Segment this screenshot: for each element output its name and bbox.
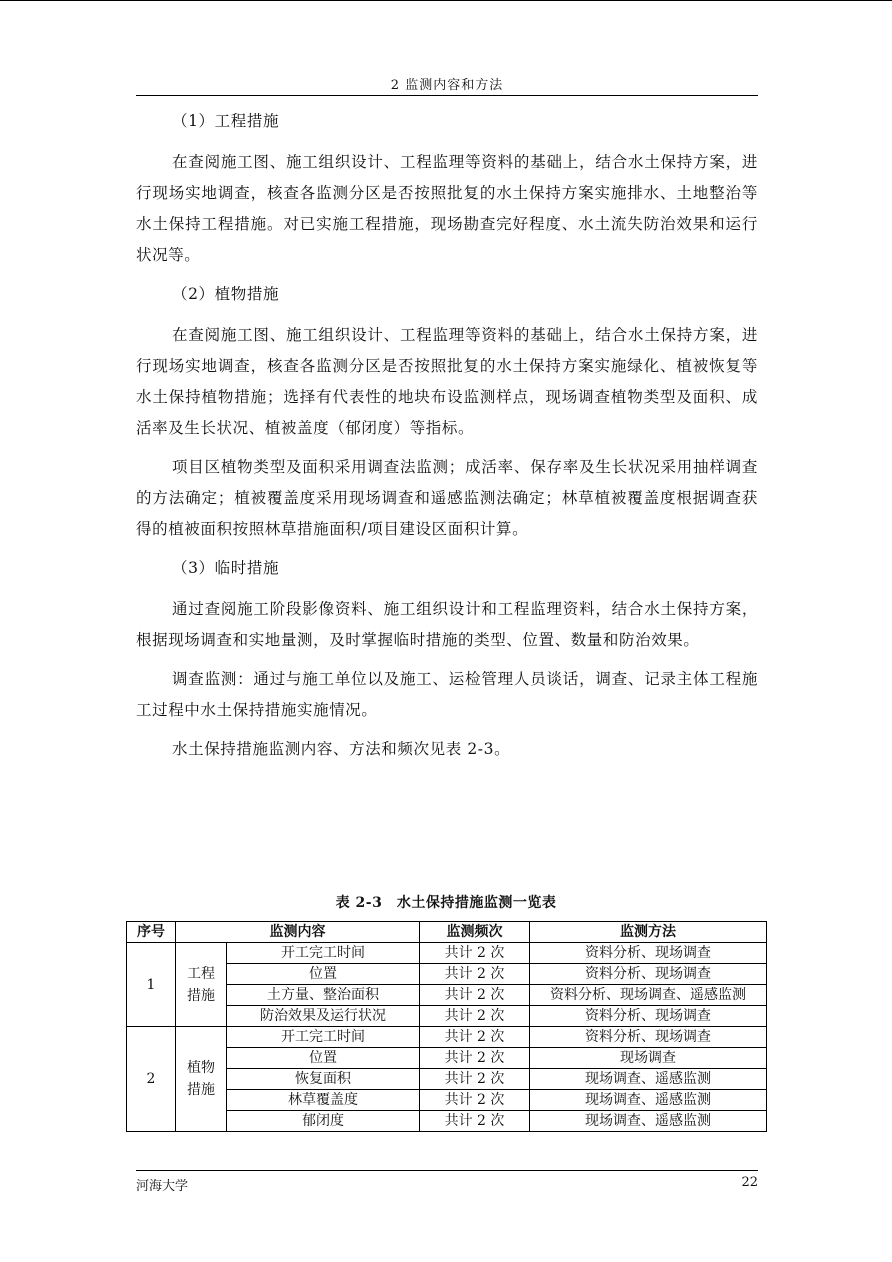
page-number: 22 [741,1175,758,1190]
monitoring-table [126,921,767,1132]
table-caption: 表 2-3 水土保持措施监测一览表 [335,895,557,911]
cell-method: 现场调查、遥感监测 [530,1069,767,1090]
table-row [127,1027,767,1048]
paragraph: 水土保持措施监测内容、方法和频次见表 2-3。 [172,740,511,758]
table-header-row [127,922,767,943]
cell-method: 现场调查 [530,1048,767,1069]
running-header: 2 监测内容和方法 [390,78,504,93]
paragraph: 在查阅施工图、施工组织设计、工程监理等资料的基础上，结合水土保持方案，进行现场实地调查，核查各监测分区是否按照批复的水土保持方案实施排水、土地整治等水土保持工程措施。对已实施工程措施，现场勘查完好程度、水土流失防治效果和运行状况等。 [136,153,758,264]
cell-freq: 共计 2 次 [420,1111,530,1132]
cell-item: 开工完工时间 [227,1027,420,1048]
cell-no: 2 [127,1027,176,1132]
paragraph: 项目区植物类型及面积采用调查法监测；成活率、保存率及生长状况采用抽样调查的方法确定；植被覆盖度采用现场调查和遥感监测法确定；林草植被覆盖度根据调查获得的植被面积按照林草措施面积/项目建设区面积计算。 [136,458,758,538]
section-heading: （2）植物措施 [172,285,280,303]
cell-item: 开工完工时间 [227,943,420,964]
cell-method: 资料分析、现场调查 [530,1006,767,1027]
cell-freq: 共计 2 次 [420,1048,530,1069]
cell-item: 土方量、整治面积 [227,985,420,1006]
paragraph: 通过查阅施工阶段影像资料、施工组织设计和工程监理资料，结合水土保持方案，根据现场调查和实地量测，及时掌握临时措施的类型、位置、数量和防治效果。 [136,600,758,649]
footer-rule [136,1170,758,1171]
cell-item: 防治效果及运行状况 [227,1006,420,1027]
cell-item: 恢复面积 [227,1069,420,1090]
cell-no: 1 [127,943,176,1027]
cell-method: 资料分析、现场调查 [530,964,767,985]
paragraph: 在查阅施工图、施工组织设计、工程监理等资料的基础上，结合水土保持方案，进行现场实地调查，核查各监测分区是否按照批复的水土保持方案实施绿化、植被恢复等水土保持植物措施；选择有代表性的地块布设监测样点，现场调查植物类型及面积、成活率及生长状况、植被盖度（郁闭度）等指标。 [136,326,758,437]
footer-institution: 河海大学 [136,1179,189,1194]
cell-item: 位置 [227,964,420,985]
cell-item: 位置 [227,1048,420,1069]
cell-method: 现场调查、遥感监测 [530,1111,767,1132]
header-freq: 监测频次 [420,922,530,943]
cell-method: 资料分析、现场调查 [530,943,767,964]
paragraph: 调查监测：通过与施工单位以及施工、运检管理人员谈话，调查、记录主体工程施工过程中水土保持措施实施情况。 [136,670,758,719]
cell-freq: 共计 2 次 [420,1027,530,1048]
cell-method: 资料分析、现场调查 [530,1027,767,1048]
body-text [136,106,758,773]
cell-freq: 共计 2 次 [420,1090,530,1111]
table-row [127,943,767,964]
cell-item: 林草覆盖度 [227,1090,420,1111]
header-rule [136,95,758,96]
cell-freq: 共计 2 次 [420,964,530,985]
cell-method: 资料分析、现场调查、遥感监测 [530,985,767,1006]
top-border-line [0,0,892,1]
cell-method: 现场调查、遥感监测 [530,1090,767,1111]
header-no: 序号 [127,922,176,943]
cell-freq: 共计 2 次 [420,943,530,964]
section-heading: （1）工程措施 [172,112,280,130]
cell-freq: 共计 2 次 [420,1006,530,1027]
header-method: 监测方法 [530,922,767,943]
cell-freq: 共计 2 次 [420,1069,530,1090]
section-heading: （3）临时措施 [172,559,280,577]
cell-item: 郁闭度 [227,1111,420,1132]
header-content: 监测内容 [176,922,420,943]
cell-freq: 共计 2 次 [420,985,530,1006]
cell-category: 植物措施 [176,1027,227,1132]
cell-category: 工程措施 [176,943,227,1027]
